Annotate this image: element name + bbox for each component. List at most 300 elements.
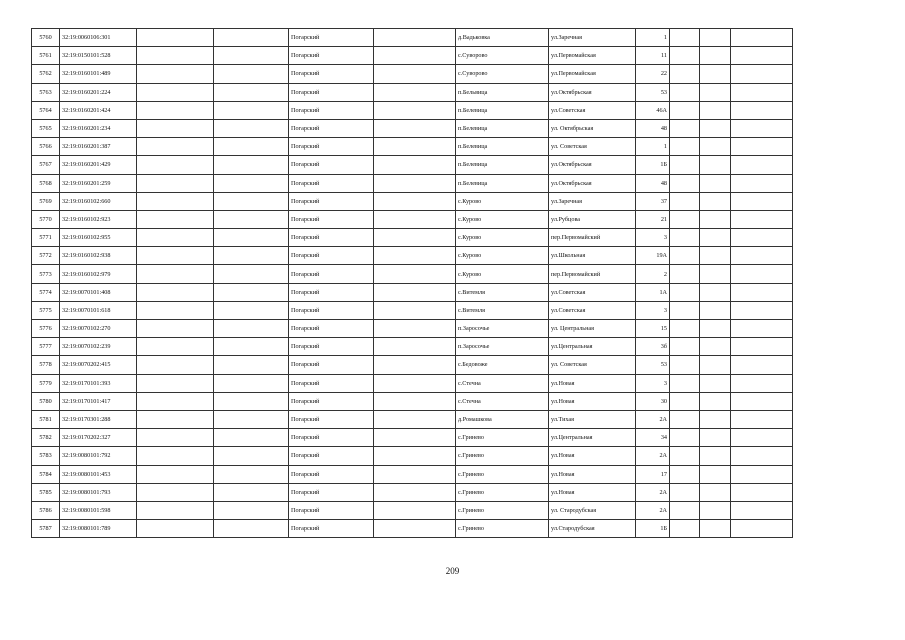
cell-district: Погарский	[289, 410, 374, 428]
cell-locality: с.Курово	[456, 265, 549, 283]
cell-empty	[214, 119, 289, 137]
cell-locality: с.Стечна	[456, 392, 549, 410]
table-row	[32, 465, 793, 483]
cell-street: ул.Первомайская	[549, 65, 636, 83]
cell-empty	[700, 265, 731, 283]
cell-locality: с.Стечна	[456, 374, 549, 392]
cell-empty	[137, 101, 214, 119]
cell-empty	[374, 119, 456, 137]
cell-locality: с.Гринево	[456, 447, 549, 465]
cell-empty	[374, 65, 456, 83]
cell-empty	[731, 374, 793, 392]
cell-cadastral-number: 32:19:0070102:270	[60, 320, 137, 338]
cell-empty	[731, 301, 793, 319]
cell-empty	[137, 138, 214, 156]
cell-empty	[670, 210, 700, 228]
table-row	[32, 65, 793, 83]
cell-cadastral-number: 32:19:0070202:415	[60, 356, 137, 374]
cell-locality: п.Белевица	[456, 156, 549, 174]
cell-empty	[700, 338, 731, 356]
cell-empty	[214, 47, 289, 65]
cell-empty	[137, 229, 214, 247]
cell-empty	[670, 465, 700, 483]
cell-house: 22	[636, 65, 670, 83]
cell-empty	[670, 392, 700, 410]
cell-empty	[137, 29, 214, 47]
page-number: 209	[445, 566, 460, 576]
cell-empty	[670, 138, 700, 156]
cell-empty	[731, 356, 793, 374]
table-row	[32, 520, 793, 538]
cell-empty	[700, 192, 731, 210]
cell-empty	[670, 338, 700, 356]
cell-empty	[700, 374, 731, 392]
cell-locality: п.Белевица	[456, 174, 549, 192]
cell-empty	[137, 429, 214, 447]
cell-cadastral-number: 32:19:0150101:528	[60, 47, 137, 65]
cell-cadastral-number: 32:19:0060106:301	[60, 29, 137, 47]
cell-empty	[374, 156, 456, 174]
cell-locality: с.Витемля	[456, 301, 549, 319]
cell-empty	[374, 338, 456, 356]
cell-house: 2А	[636, 410, 670, 428]
cell-cadastral-number: 32:19:0160201:234	[60, 119, 137, 137]
cell-number: 5774	[32, 283, 60, 301]
cell-street: ул.Тихая	[549, 410, 636, 428]
cell-number: 5781	[32, 410, 60, 428]
cell-empty	[700, 156, 731, 174]
cell-cadastral-number: 32:19:0170101:417	[60, 392, 137, 410]
cell-empty	[137, 65, 214, 83]
cell-empty	[137, 447, 214, 465]
cell-empty	[214, 192, 289, 210]
cell-empty	[731, 320, 793, 338]
cell-empty	[731, 174, 793, 192]
cell-empty	[374, 483, 456, 501]
cell-number: 5765	[32, 119, 60, 137]
cell-empty	[731, 520, 793, 538]
cell-number: 5787	[32, 520, 60, 538]
cell-locality: п.Белевица	[456, 119, 549, 137]
cell-empty	[700, 174, 731, 192]
cell-cadastral-number: 32:19:0070101:408	[60, 283, 137, 301]
cell-empty	[731, 465, 793, 483]
cell-empty	[214, 429, 289, 447]
cell-empty	[670, 47, 700, 65]
table-row	[32, 101, 793, 119]
cell-district: Погарский	[289, 392, 374, 410]
cell-empty	[670, 29, 700, 47]
cell-district: Погарский	[289, 338, 374, 356]
cell-number: 5766	[32, 138, 60, 156]
cell-number: 5775	[32, 301, 60, 319]
cell-number: 5764	[32, 101, 60, 119]
cell-empty	[700, 119, 731, 137]
cell-empty	[137, 156, 214, 174]
table-row	[32, 501, 793, 519]
cell-empty	[700, 101, 731, 119]
table-row	[32, 301, 793, 319]
cell-empty	[731, 47, 793, 65]
cell-empty	[214, 156, 289, 174]
cell-district: Погарский	[289, 192, 374, 210]
table-row	[32, 83, 793, 101]
cell-street: ул. Центральная	[549, 320, 636, 338]
table-row	[32, 47, 793, 65]
cell-empty	[700, 483, 731, 501]
cell-street: ул.Новая	[549, 483, 636, 501]
cell-empty	[137, 520, 214, 538]
cell-empty	[137, 192, 214, 210]
cell-empty	[731, 265, 793, 283]
cell-cadastral-number: 32:19:0160102:660	[60, 192, 137, 210]
cell-empty	[137, 465, 214, 483]
cell-empty	[137, 483, 214, 501]
cell-locality: п.Заросочье	[456, 338, 549, 356]
cell-district: Погарский	[289, 374, 374, 392]
cell-empty	[137, 283, 214, 301]
table-row	[32, 483, 793, 501]
cell-cadastral-number: 32:19:0160102:955	[60, 229, 137, 247]
cell-empty	[670, 83, 700, 101]
cell-street: ул. Советская	[549, 356, 636, 374]
cell-empty	[700, 210, 731, 228]
cell-house: 1Б	[636, 156, 670, 174]
cell-empty	[137, 174, 214, 192]
table-row	[32, 392, 793, 410]
registry-table	[31, 28, 793, 538]
cell-cadastral-number: 32:19:0080101:793	[60, 483, 137, 501]
cell-empty	[670, 356, 700, 374]
cell-street: ул.Советская	[549, 301, 636, 319]
cell-house: 46А	[636, 101, 670, 119]
cell-empty	[670, 265, 700, 283]
cell-empty	[700, 229, 731, 247]
cell-number: 5762	[32, 65, 60, 83]
table-row	[32, 174, 793, 192]
cell-empty	[374, 447, 456, 465]
cell-number: 5779	[32, 374, 60, 392]
registry-body	[32, 29, 793, 538]
cell-empty	[700, 247, 731, 265]
cell-number: 5777	[32, 338, 60, 356]
cell-street: ул.Октябрьская	[549, 83, 636, 101]
cell-cadastral-number: 32:19:0170202:327	[60, 429, 137, 447]
cell-locality: с.Суворово	[456, 65, 549, 83]
cell-district: Погарский	[289, 29, 374, 47]
cell-number: 5772	[32, 247, 60, 265]
cell-number: 5770	[32, 210, 60, 228]
cell-district: Погарский	[289, 156, 374, 174]
cell-empty	[700, 83, 731, 101]
cell-empty	[700, 301, 731, 319]
cell-cadastral-number: 32:19:0160101:489	[60, 65, 137, 83]
cell-empty	[374, 192, 456, 210]
cell-street: ул.Рубцова	[549, 210, 636, 228]
cell-empty	[731, 65, 793, 83]
cell-empty	[670, 320, 700, 338]
cell-empty	[214, 247, 289, 265]
cell-locality: с.Гринево	[456, 483, 549, 501]
cell-number: 5769	[32, 192, 60, 210]
cell-number: 5776	[32, 320, 60, 338]
cell-locality: с.Курово	[456, 192, 549, 210]
cell-locality: д.Вадьковка	[456, 29, 549, 47]
cell-street: ул.Первомайская	[549, 47, 636, 65]
cell-empty	[700, 447, 731, 465]
cell-empty	[670, 247, 700, 265]
cell-district: Погарский	[289, 301, 374, 319]
cell-street: пер.Первомайский	[549, 229, 636, 247]
cell-cadastral-number: 32:19:0160201:224	[60, 83, 137, 101]
cell-district: Погарский	[289, 283, 374, 301]
cell-street: ул. Октябрьская	[549, 119, 636, 137]
cell-empty	[374, 465, 456, 483]
cell-street: ул.Новая	[549, 392, 636, 410]
cell-district: Погарский	[289, 356, 374, 374]
table-row	[32, 447, 793, 465]
cell-house: 3б	[636, 338, 670, 356]
cell-district: Погарский	[289, 247, 374, 265]
table-row	[32, 119, 793, 137]
cell-cadastral-number: 32:19:0160201:429	[60, 156, 137, 174]
cell-empty	[731, 338, 793, 356]
cell-house: 48	[636, 119, 670, 137]
cell-empty	[670, 447, 700, 465]
cell-empty	[731, 29, 793, 47]
cell-empty	[214, 229, 289, 247]
cell-locality: с.Гринево	[456, 501, 549, 519]
cell-empty	[214, 83, 289, 101]
cell-district: Погарский	[289, 465, 374, 483]
cell-empty	[700, 465, 731, 483]
cell-number: 5782	[32, 429, 60, 447]
cell-street: ул.Советская	[549, 283, 636, 301]
cell-empty	[731, 410, 793, 428]
cell-empty	[700, 65, 731, 83]
table-row	[32, 320, 793, 338]
cell-empty	[374, 83, 456, 101]
cell-empty	[731, 429, 793, 447]
cell-empty	[700, 283, 731, 301]
table-row	[32, 429, 793, 447]
cell-house: 2А	[636, 483, 670, 501]
cell-locality: п.Заросочье	[456, 320, 549, 338]
cell-district: Погарский	[289, 483, 374, 501]
cell-empty	[670, 174, 700, 192]
table-row	[32, 138, 793, 156]
table-row	[32, 356, 793, 374]
cell-cadastral-number: 32:19:0170301:288	[60, 410, 137, 428]
cell-number: 5785	[32, 483, 60, 501]
cell-empty	[731, 447, 793, 465]
cell-empty	[214, 465, 289, 483]
cell-empty	[700, 429, 731, 447]
cell-empty	[137, 47, 214, 65]
cell-house: 15	[636, 320, 670, 338]
cell-cadastral-number: 32:19:0160102:938	[60, 247, 137, 265]
cell-empty	[670, 374, 700, 392]
cell-empty	[214, 356, 289, 374]
cell-empty	[214, 174, 289, 192]
cell-empty	[214, 210, 289, 228]
cell-number: 5771	[32, 229, 60, 247]
cell-cadastral-number: 32:19:0080101:789	[60, 520, 137, 538]
cell-empty	[670, 192, 700, 210]
cell-number: 5763	[32, 83, 60, 101]
cell-locality: п.Белевица	[456, 138, 549, 156]
cell-empty	[214, 447, 289, 465]
cell-empty	[374, 301, 456, 319]
cell-number: 5760	[32, 29, 60, 47]
cell-house: 19А	[636, 247, 670, 265]
cell-locality: с.Курово	[456, 229, 549, 247]
cell-district: Погарский	[289, 501, 374, 519]
cell-empty	[670, 410, 700, 428]
cell-empty	[700, 501, 731, 519]
cell-empty	[731, 119, 793, 137]
cell-house: 3	[636, 374, 670, 392]
cell-street: ул. Стародубская	[549, 501, 636, 519]
cell-empty	[137, 301, 214, 319]
cell-cadastral-number: 32:19:0080101:792	[60, 447, 137, 465]
cell-empty	[214, 392, 289, 410]
cell-house: 1	[636, 29, 670, 47]
cell-empty	[700, 520, 731, 538]
cell-empty	[700, 47, 731, 65]
cell-district: Погарский	[289, 429, 374, 447]
cell-empty	[670, 156, 700, 174]
cell-district: Погарский	[289, 447, 374, 465]
cell-district: Погарский	[289, 47, 374, 65]
cell-empty	[731, 83, 793, 101]
cell-empty	[731, 192, 793, 210]
table-row	[32, 192, 793, 210]
cell-locality: с.Гринево	[456, 429, 549, 447]
cell-house: 2	[636, 265, 670, 283]
cell-cadastral-number: 32:19:0170101:393	[60, 374, 137, 392]
cell-empty	[214, 283, 289, 301]
cell-empty	[137, 265, 214, 283]
cell-empty	[670, 520, 700, 538]
cell-empty	[670, 483, 700, 501]
cell-district: Погарский	[289, 320, 374, 338]
cell-empty	[214, 374, 289, 392]
cell-empty	[374, 520, 456, 538]
cell-empty	[374, 101, 456, 119]
cell-street: ул.Заречная	[549, 29, 636, 47]
cell-cadastral-number: 32:19:0080101:598	[60, 501, 137, 519]
cell-number: 5783	[32, 447, 60, 465]
cell-empty	[731, 101, 793, 119]
cell-number: 5784	[32, 465, 60, 483]
cell-empty	[374, 29, 456, 47]
cell-cadastral-number: 32:19:0080101:453	[60, 465, 137, 483]
cell-district: Погарский	[289, 65, 374, 83]
cell-cadastral-number: 32:19:0160201:387	[60, 138, 137, 156]
cell-empty	[731, 501, 793, 519]
cell-street: ул.Советская	[549, 101, 636, 119]
cell-empty	[137, 356, 214, 374]
cell-cadastral-number: 32:19:0160102:979	[60, 265, 137, 283]
cell-empty	[214, 320, 289, 338]
cell-district: Погарский	[289, 138, 374, 156]
cell-empty	[137, 83, 214, 101]
cell-house: 30	[636, 392, 670, 410]
cell-district: Погарский	[289, 174, 374, 192]
cell-locality: д.Ромашкова	[456, 410, 549, 428]
cell-district: Погарский	[289, 119, 374, 137]
cell-empty	[700, 356, 731, 374]
cell-house: 53	[636, 356, 670, 374]
cell-empty	[374, 356, 456, 374]
cell-empty	[374, 210, 456, 228]
cell-district: Погарский	[289, 101, 374, 119]
cell-house: 2А	[636, 447, 670, 465]
cell-house: 1А	[636, 283, 670, 301]
cell-street: ул.Новая	[549, 447, 636, 465]
cell-locality: с.Суворово	[456, 47, 549, 65]
cell-number: 5786	[32, 501, 60, 519]
cell-empty	[670, 501, 700, 519]
cell-empty	[374, 429, 456, 447]
cell-locality: с.Курово	[456, 247, 549, 265]
cell-empty	[214, 65, 289, 83]
cell-number: 5767	[32, 156, 60, 174]
cell-empty	[700, 410, 731, 428]
cell-empty	[137, 501, 214, 519]
cell-empty	[214, 301, 289, 319]
cell-locality: с.Курово	[456, 210, 549, 228]
cell-empty	[700, 392, 731, 410]
cell-empty	[670, 229, 700, 247]
cell-locality: с.Гринево	[456, 465, 549, 483]
cell-empty	[374, 374, 456, 392]
cell-empty	[374, 283, 456, 301]
cell-empty	[214, 138, 289, 156]
cell-street: ул.Новая	[549, 374, 636, 392]
cell-empty	[670, 65, 700, 83]
cell-empty	[374, 501, 456, 519]
cell-empty	[374, 247, 456, 265]
cell-empty	[731, 210, 793, 228]
cell-empty	[731, 247, 793, 265]
cell-empty	[670, 429, 700, 447]
cell-cadastral-number: 32:19:0070101:618	[60, 301, 137, 319]
cell-house: 1Б	[636, 520, 670, 538]
cell-number: 5761	[32, 47, 60, 65]
cell-empty	[670, 283, 700, 301]
cell-district: Погарский	[289, 265, 374, 283]
cell-cadastral-number: 32:19:0070102:239	[60, 338, 137, 356]
cell-district: Погарский	[289, 520, 374, 538]
cell-street: пер.Первомайский	[549, 265, 636, 283]
cell-street: ул.Заречная	[549, 192, 636, 210]
cell-locality: п.Белевица	[456, 101, 549, 119]
cell-cadastral-number: 32:19:0160201:424	[60, 101, 137, 119]
cell-empty	[214, 101, 289, 119]
cell-district: Погарский	[289, 210, 374, 228]
cell-house: 2А	[636, 501, 670, 519]
cell-number: 5778	[32, 356, 60, 374]
cell-number: 5768	[32, 174, 60, 192]
cell-empty	[374, 138, 456, 156]
cell-empty	[374, 265, 456, 283]
cell-empty	[214, 410, 289, 428]
cell-street: ул.Новая	[549, 465, 636, 483]
cell-street: ул.Стародубская	[549, 520, 636, 538]
table-row	[32, 229, 793, 247]
